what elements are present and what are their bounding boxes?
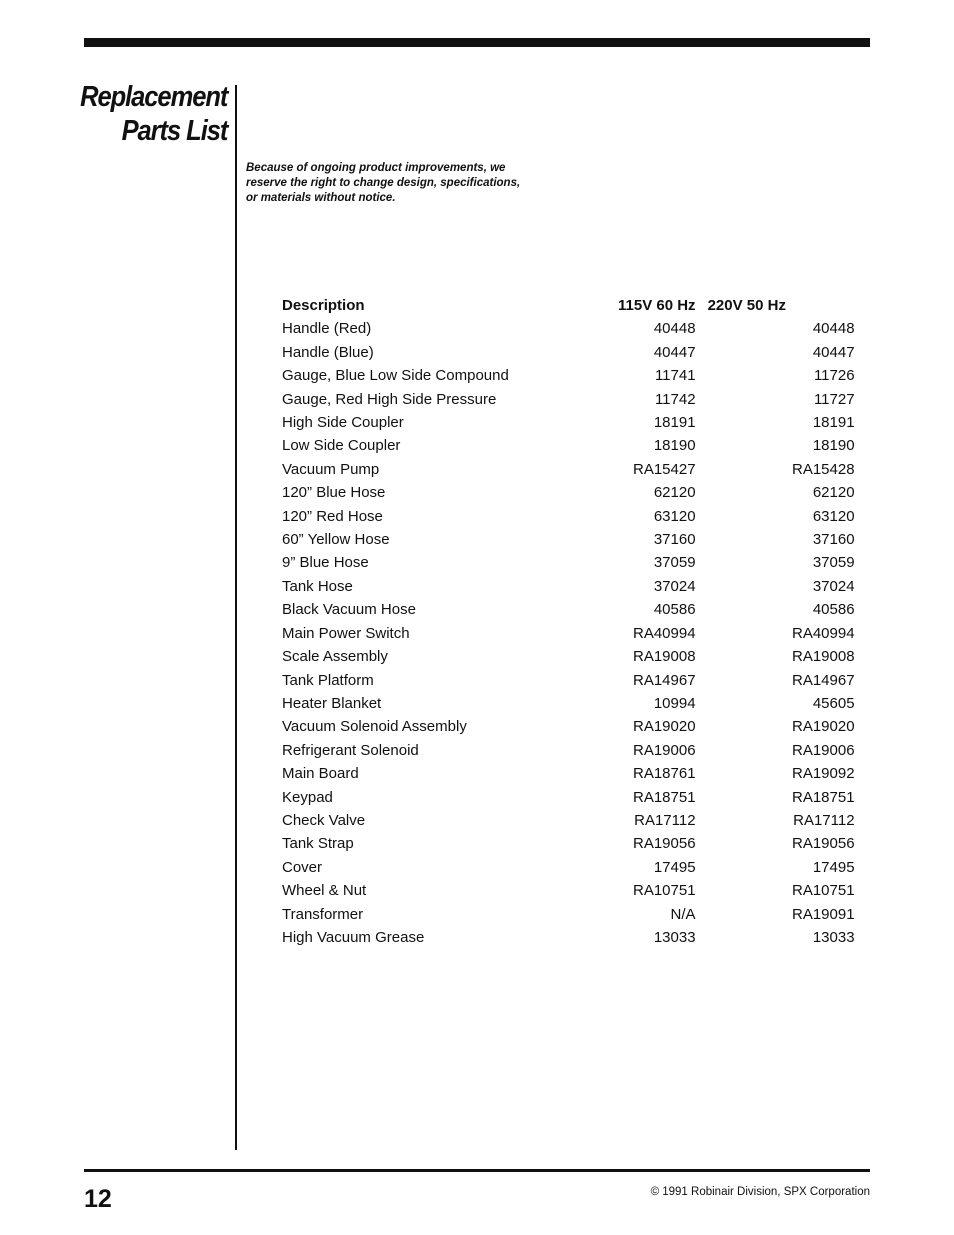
cell-description: Low Side Coupler xyxy=(282,437,401,455)
cell-description: Heater Blanket xyxy=(282,694,382,712)
cell-description: Vacuum Solenoid Assembly xyxy=(282,718,467,736)
cell-part-220v: 18191 xyxy=(812,414,855,432)
cell-part-115v: 17495 xyxy=(653,858,696,876)
cell-description: Check Valve xyxy=(282,811,366,829)
column-header-220v: 220V 50 Hz xyxy=(707,297,786,314)
cell-description: Wheel & Nut xyxy=(282,882,367,900)
cell-description: Main Board xyxy=(282,765,359,783)
cell-part-220v: RA10751 xyxy=(792,882,855,900)
cell-part-220v: 37160 xyxy=(812,531,855,549)
cell-part-220v: RA18751 xyxy=(792,788,855,806)
table-row xyxy=(276,364,861,387)
cell-description: High Vacuum Grease xyxy=(282,928,425,946)
vertical-rule xyxy=(235,85,237,1150)
table-row xyxy=(276,669,861,692)
cell-part-220v: RA19091 xyxy=(792,905,855,923)
cell-part-220v: 37024 xyxy=(812,577,855,595)
cell-description: Vacuum Pump xyxy=(282,460,380,478)
cell-description: Keypad xyxy=(282,788,333,806)
notice-line: or materials without notice. xyxy=(246,192,396,204)
table-row xyxy=(276,832,861,855)
cell-description: Gauge, Red High Side Pressure xyxy=(282,390,497,408)
cell-part-220v: 63120 xyxy=(812,507,855,525)
table-row xyxy=(276,762,861,785)
bottom-rule xyxy=(84,1169,870,1172)
cell-part-115v: 13033 xyxy=(653,928,696,946)
cell-part-115v: RA10751 xyxy=(633,882,696,900)
cell-part-115v: RA19008 xyxy=(633,648,696,666)
cell-part-220v: RA19020 xyxy=(792,718,855,736)
column-header-115v: 115V 60 Hz xyxy=(618,297,696,314)
disclaimer-notice xyxy=(246,161,556,206)
cell-description: Gauge, Blue Low Side Compound xyxy=(282,367,509,385)
table-row xyxy=(276,575,861,598)
cell-part-220v: 17495 xyxy=(812,858,855,876)
cell-part-115v: 37024 xyxy=(653,577,696,595)
cell-description: 120” Blue Hose xyxy=(282,484,386,502)
table-row xyxy=(276,528,861,551)
cell-part-115v: RA19006 xyxy=(633,741,696,759)
cell-part-220v: RA40994 xyxy=(792,624,855,642)
table-row xyxy=(276,622,861,645)
cell-description: 120” Red Hose xyxy=(282,507,383,525)
table-row xyxy=(276,715,861,738)
cell-part-115v: 37160 xyxy=(653,531,696,549)
cell-description: Tank Strap xyxy=(282,835,354,853)
cell-description: 60” Yellow Hose xyxy=(282,531,390,549)
cell-part-115v: RA17112 xyxy=(634,811,696,829)
table-row xyxy=(276,903,861,926)
cell-part-115v: RA40994 xyxy=(633,624,696,642)
cell-part-220v: RA15428 xyxy=(792,460,855,478)
cell-part-115v: 10994 xyxy=(653,694,696,712)
table-row xyxy=(276,481,861,504)
cell-part-220v: 11726 xyxy=(813,367,855,385)
table-row xyxy=(276,879,861,902)
cell-part-115v: N/A xyxy=(670,905,696,923)
cell-part-115v: RA15427 xyxy=(633,460,696,478)
table-row xyxy=(276,598,861,621)
copyright-notice: © 1991 Robinair Division, SPX Corporation xyxy=(650,1186,870,1198)
cell-part-115v: RA18751 xyxy=(633,788,696,806)
cell-part-115v: RA18761 xyxy=(633,765,696,783)
parts-table-body xyxy=(276,317,861,949)
cell-part-115v: 18191 xyxy=(653,414,696,432)
table-row xyxy=(276,786,861,809)
table-row xyxy=(276,739,861,762)
cell-part-220v: RA19006 xyxy=(792,741,855,759)
cell-description: Cover xyxy=(282,858,323,876)
table-header-row xyxy=(276,294,861,317)
cell-description: Handle (Red) xyxy=(282,320,372,338)
cell-part-220v: RA14967 xyxy=(792,671,855,689)
cell-description: Refrigerant Solenoid xyxy=(282,741,419,759)
cell-part-115v: RA19020 xyxy=(633,718,696,736)
cell-part-115v: 18190 xyxy=(653,437,696,455)
page-number: 12 xyxy=(84,1185,112,1213)
cell-description: Transformer xyxy=(282,905,364,923)
cell-part-220v: 62120 xyxy=(812,484,855,502)
cell-description: Black Vacuum Hose xyxy=(282,601,416,619)
cell-part-220v: 37059 xyxy=(812,554,855,572)
page-title-line2: Parts List xyxy=(121,115,227,147)
cell-part-115v: 40448 xyxy=(653,320,696,338)
cell-part-220v: 40586 xyxy=(812,601,855,619)
cell-part-115v: 40447 xyxy=(653,343,696,361)
table-row xyxy=(276,317,861,340)
cell-part-220v: RA19008 xyxy=(792,648,855,666)
page-title xyxy=(80,80,227,148)
table-row xyxy=(276,856,861,879)
cell-part-115v: 40586 xyxy=(653,601,696,619)
cell-part-115v: 11742 xyxy=(654,390,696,408)
cell-part-115v: 37059 xyxy=(653,554,696,572)
top-rule xyxy=(84,38,870,47)
cell-part-220v: 40448 xyxy=(812,320,855,338)
cell-description: Main Power Switch xyxy=(282,624,410,642)
cell-part-115v: RA14967 xyxy=(633,671,696,689)
cell-part-115v: RA19056 xyxy=(633,835,696,853)
cell-part-220v: RA19056 xyxy=(792,835,855,853)
table-row xyxy=(276,926,861,949)
parts-table xyxy=(276,294,861,949)
notice-line: reserve the right to change design, specifications, xyxy=(246,177,521,189)
table-row xyxy=(276,645,861,668)
table-row xyxy=(276,458,861,481)
cell-part-220v: RA19092 xyxy=(792,765,855,783)
cell-part-220v: 11727 xyxy=(813,390,855,408)
cell-part-220v: 18190 xyxy=(812,437,855,455)
page-title-line1: Replacement xyxy=(79,81,227,113)
table-row xyxy=(276,505,861,528)
cell-description: Tank Hose xyxy=(282,577,353,595)
cell-part-115v: 62120 xyxy=(653,484,696,502)
table-row xyxy=(276,388,861,411)
table-row xyxy=(276,692,861,715)
cell-part-220v: 45605 xyxy=(812,694,855,712)
column-header-description: Description xyxy=(282,297,365,314)
table-row xyxy=(276,434,861,457)
cell-description: Tank Platform xyxy=(282,671,374,689)
cell-description: High Side Coupler xyxy=(282,414,404,432)
cell-part-220v: 40447 xyxy=(812,343,855,361)
cell-part-115v: 63120 xyxy=(653,507,696,525)
cell-description: Scale Assembly xyxy=(282,648,388,666)
cell-part-115v: 11741 xyxy=(654,367,696,385)
cell-description: Handle (Blue) xyxy=(282,343,374,361)
table-row xyxy=(276,411,861,434)
notice-line: Because of ongoing product improvements, we xyxy=(246,162,506,174)
cell-part-220v: 13033 xyxy=(812,928,855,946)
table-row xyxy=(276,809,861,832)
cell-description: 9” Blue Hose xyxy=(282,554,369,572)
table-row xyxy=(276,551,861,574)
table-row xyxy=(276,341,861,364)
cell-part-220v: RA17112 xyxy=(793,811,855,829)
